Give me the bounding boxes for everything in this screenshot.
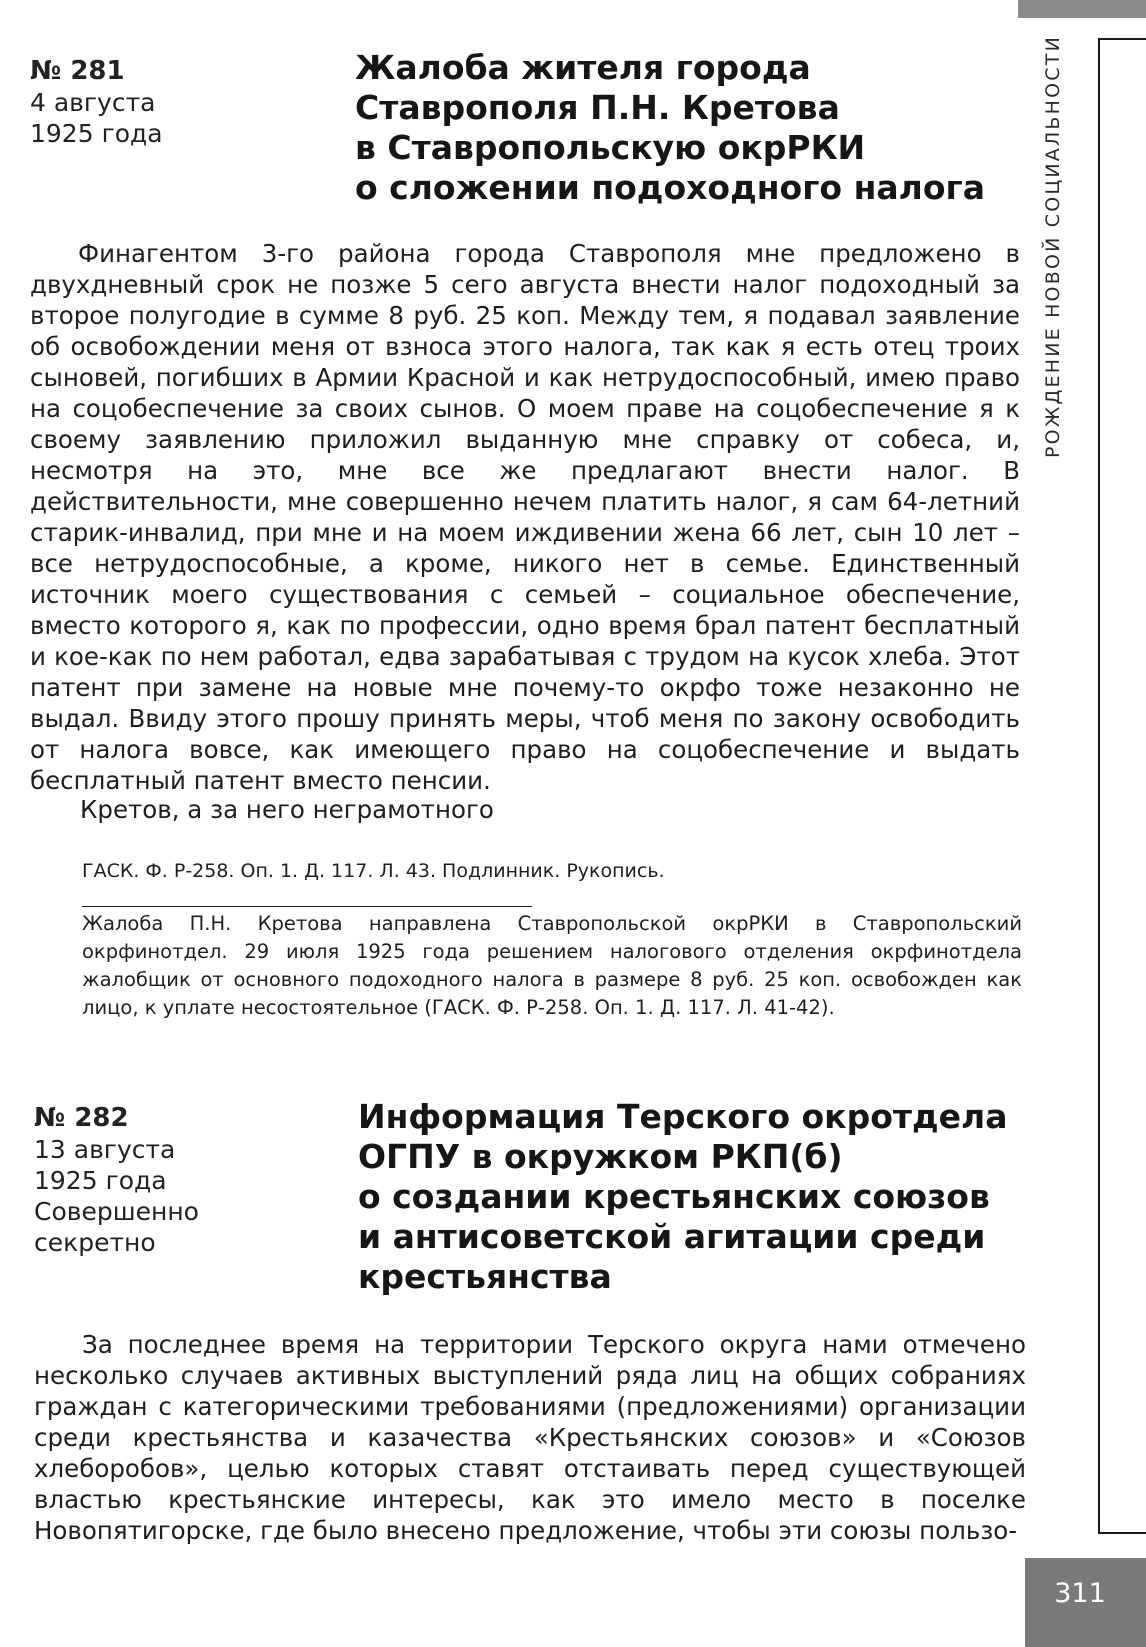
- doc-281-date-year: 1925 года: [30, 119, 163, 148]
- doc-281-date-day: 4 августа: [30, 88, 156, 117]
- doc-282-title-line: Информация Терского окротдела: [358, 1097, 1008, 1136]
- doc-281-title-line: Ставрополя П.Н. Кретова: [355, 88, 840, 127]
- doc-281-title-line: в Ставропольскую окрРКИ: [355, 128, 866, 167]
- doc-282-title-line: и антисоветской агитации среди: [358, 1217, 986, 1256]
- doc-281-title-line: Жалоба жителя города: [355, 48, 811, 87]
- running-head: РОЖДЕНИЕ НОВОЙ СОЦИАЛЬНОСТИ: [1042, 35, 1064, 458]
- doc-282-body: [34, 1329, 1026, 1546]
- doc-281-footnote: [82, 910, 1022, 1022]
- doc-281-paragraph: Финагентом 3-го района города Ставрополя мне предложено в двухдневный срок не позже 5 сего августа внести налог подоходный за второе полугодие в сумме 8 руб. 25 коп. Между тем, я подавал заявление об освобождении меня от взноса этого налога, так как я есть отец троих сыновей, погибших в Армии Красной и как нетрудоспособный, имею право на соцобеспечение за своих сынов. О моем праве на соцобеспечение я к своему заявлению приложил выданную мне справку от собеса, и, несмотря на это, мне все же предлагают внести налог. В действительности, мне совершенно нечем платить налог, я сам 64-летний старик-инвалид, при мне и на моем иждивении жена 66 лет, сын 10 лет – все нетрудоспособные, а кроме, никого нет в семье. Единственный источник моего существования с семьей – социальное обеспечение, вместо которого я, как по профессии, одно время брал патент бесплатный и кое-как по нем работал, едва зарабатывая с трудом на кусок хлеба. Этот патент при замене на новые мне почему-то окрфо тоже незаконно не выдал. Ввиду этого прошу принять меры, чтоб меня по закону освободить от налога вовсе, как имеющего право на соцобеспечение и выдать бесплатный патент вместо пенсии.: [30, 239, 1020, 795]
- doc-282-title-line: крестьянства: [358, 1257, 612, 1296]
- doc-282-date-day: 13 августа: [34, 1135, 176, 1164]
- doc-281-signature: Кретов, а за него неграмотного: [80, 795, 494, 824]
- doc-281-title: [355, 48, 985, 208]
- doc-282-number: № 282: [34, 1103, 129, 1133]
- doc-281-archive-ref: ГАСК. Ф. Р-258. Оп. 1. Д. 117. Л. 43. Подлинник. Рукопись.: [82, 860, 665, 882]
- footnote-rule: [82, 906, 532, 907]
- margin-frame: [1098, 38, 1146, 1534]
- doc-282-classification-2: секретно: [34, 1228, 156, 1257]
- doc-282-title-line: о создании крестьянских союзов: [358, 1177, 990, 1216]
- top-corner-tab: [1018, 0, 1146, 18]
- doc-281-body: [30, 238, 1020, 796]
- doc-282-paragraph: За последнее время на территории Терского округа нами отмечено несколько случаев активных выступлений ряда лиц на общих собраниях граждан с категорическими требованиями (предложениями) организации среди крестьянства и казачества «Крестьянских союзов» и «Союзов хлеборобов», целью которых ставят отстаивать перед существующей властью крестьянские интересы, как это имело место в поселке Новопятигорске, где было внесено предложение, чтобы эти союзы пользо-: [34, 1330, 1026, 1545]
- doc-282-title-line: ОГПУ в окружком РКП(б): [358, 1137, 843, 1176]
- doc-282-title: [358, 1097, 1007, 1297]
- page-number: 311: [1054, 1578, 1106, 1609]
- doc-282-date-year: 1925 года: [34, 1166, 167, 1195]
- doc-281-number: № 281: [30, 56, 125, 86]
- doc-281-footnote-text: Жалоба П.Н. Кретова направлена Ставропольской окрРКИ в Ставропольский окрфинотдел. 29 июля 1925 года решением налогового отделения окрфинотдела жалобщик от основного подоходного налога в размере 8 руб. 25 коп. освобожден как лицо, к уплате несостоятельное (ГАСК. Ф. Р-258. Оп. 1. Д. 117. Л. 41-42).: [82, 912, 1022, 1019]
- doc-282-classification: Совершенно: [34, 1197, 199, 1226]
- doc-282-meta: [34, 1103, 199, 1258]
- doc-281-meta: [30, 56, 163, 149]
- doc-281-title-line: о сложении подоходного налога: [355, 168, 986, 207]
